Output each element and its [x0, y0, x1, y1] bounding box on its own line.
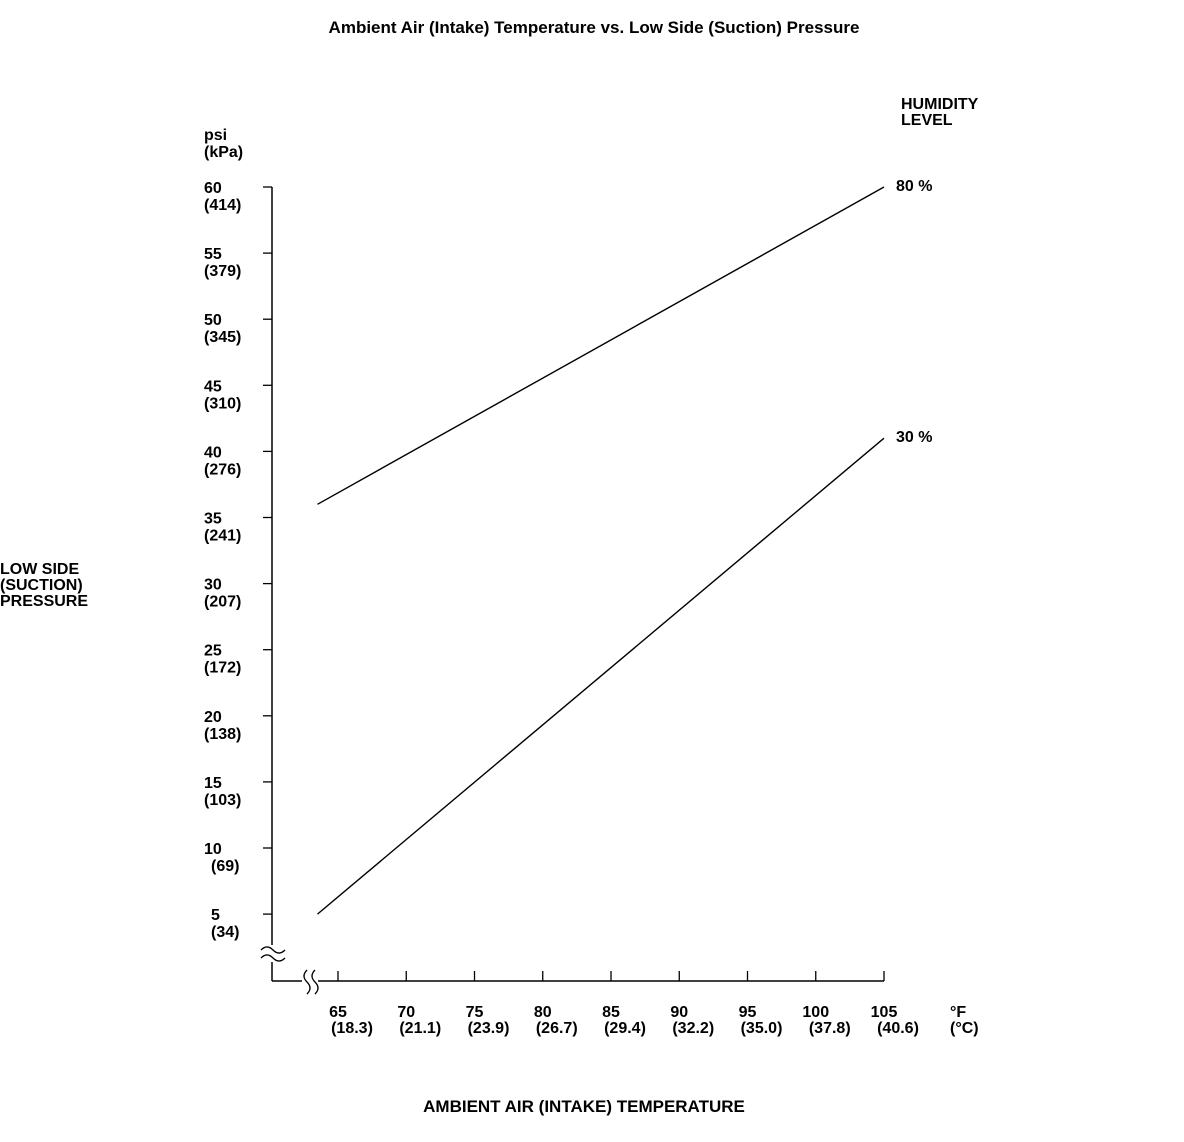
- y-tick-label: 40: [204, 444, 222, 462]
- x-tick-label: 65: [329, 1004, 347, 1021]
- y-tick-sublabel: (69): [211, 858, 240, 875]
- x-tick-sublabel: (32.2): [672, 1020, 715, 1037]
- y-axis-unit: [204, 127, 243, 161]
- axes: [261, 187, 884, 994]
- x-tick-sublabel: (21.1): [399, 1020, 442, 1037]
- series-line-2: [318, 438, 885, 914]
- y-tick-label: 50: [204, 312, 222, 330]
- x-tick-label: 70: [397, 1004, 416, 1021]
- y-tick-sublabel: (138): [204, 725, 242, 743]
- legend-title-line-1: HUMIDITY: [901, 96, 979, 113]
- y-ticks: [204, 180, 272, 941]
- y-tick-label: 30: [204, 576, 222, 594]
- y-tick-label: 60: [204, 180, 222, 197]
- x-tick-label: 85: [602, 1004, 620, 1021]
- x-tick-label: 100: [802, 1004, 830, 1021]
- y-tick-sublabel: (414): [204, 197, 242, 214]
- x-axis-unit: [950, 1004, 979, 1037]
- y-tick-label: 25: [204, 642, 222, 660]
- y-tick-label: 5: [211, 907, 220, 925]
- x-tick-sublabel: (29.4): [604, 1020, 646, 1037]
- x-unit-line-1: °F: [950, 1004, 967, 1021]
- x-tick-label: 90: [670, 1004, 689, 1021]
- y-tick-sublabel: (103): [204, 791, 242, 809]
- y-tick-label: 10: [204, 841, 222, 858]
- y-tick-sublabel: (345): [204, 329, 242, 347]
- x-axis-title: AMBIENT AIR (INTAKE) TEMPERATURE: [423, 1097, 745, 1116]
- x-tick-sublabel: (40.6): [877, 1020, 919, 1037]
- x-tick-sublabel: (35.0): [740, 1020, 783, 1037]
- y-tick-label: 35: [204, 510, 222, 528]
- y-axis-title: [0, 561, 88, 610]
- y-tick-sublabel: (241): [204, 527, 242, 545]
- y-tick-label: 20: [204, 708, 222, 726]
- x-tick-sublabel: (26.7): [535, 1020, 578, 1037]
- y-unit-line-2: (kPa): [204, 144, 244, 161]
- y-axis-title-line-2: (SUCTION): [0, 577, 83, 594]
- x-axis-break-mark: [304, 970, 318, 994]
- y-tick-sublabel: (276): [204, 461, 242, 479]
- x-tick-label: 80: [533, 1004, 552, 1021]
- x-tick-sublabel: (23.9): [467, 1020, 510, 1037]
- y-tick-sublabel: (207): [204, 593, 242, 611]
- x-unit-line-2: (°C): [950, 1020, 979, 1037]
- y-tick-sublabel: (310): [204, 395, 242, 413]
- y-tick-label: 55: [204, 246, 222, 264]
- x-tick-label: 95: [738, 1004, 757, 1021]
- series-label-1: 80 %: [896, 178, 933, 195]
- x-tick-label: 75: [465, 1004, 484, 1021]
- series-label-2: 30 %: [896, 429, 933, 447]
- x-tick-label: 105: [870, 1004, 898, 1021]
- y-unit-line-1: psi: [204, 127, 228, 144]
- y-axis-break-mark: [261, 947, 285, 961]
- y-tick-label: 15: [204, 774, 222, 792]
- chart-title: Ambient Air (Intake) Temperature vs. Low Side (Suction) Pressure: [328, 18, 860, 37]
- y-axis-title-line-3: PRESSURE: [0, 593, 89, 610]
- y-axis-title-line-1: LOW SIDE: [0, 561, 80, 578]
- series-line-1: [318, 187, 885, 504]
- legend-title: [901, 96, 979, 129]
- y-tick-sublabel: (379): [204, 263, 242, 281]
- y-tick-sublabel: (172): [204, 659, 242, 677]
- series-lines: [318, 178, 933, 914]
- legend-title-line-2: LEVEL: [901, 112, 953, 129]
- y-tick-sublabel: (34): [211, 924, 240, 942]
- x-tick-sublabel: (18.3): [331, 1020, 373, 1037]
- x-tick-sublabel: (37.8): [808, 1020, 851, 1037]
- y-tick-label: 45: [204, 378, 222, 396]
